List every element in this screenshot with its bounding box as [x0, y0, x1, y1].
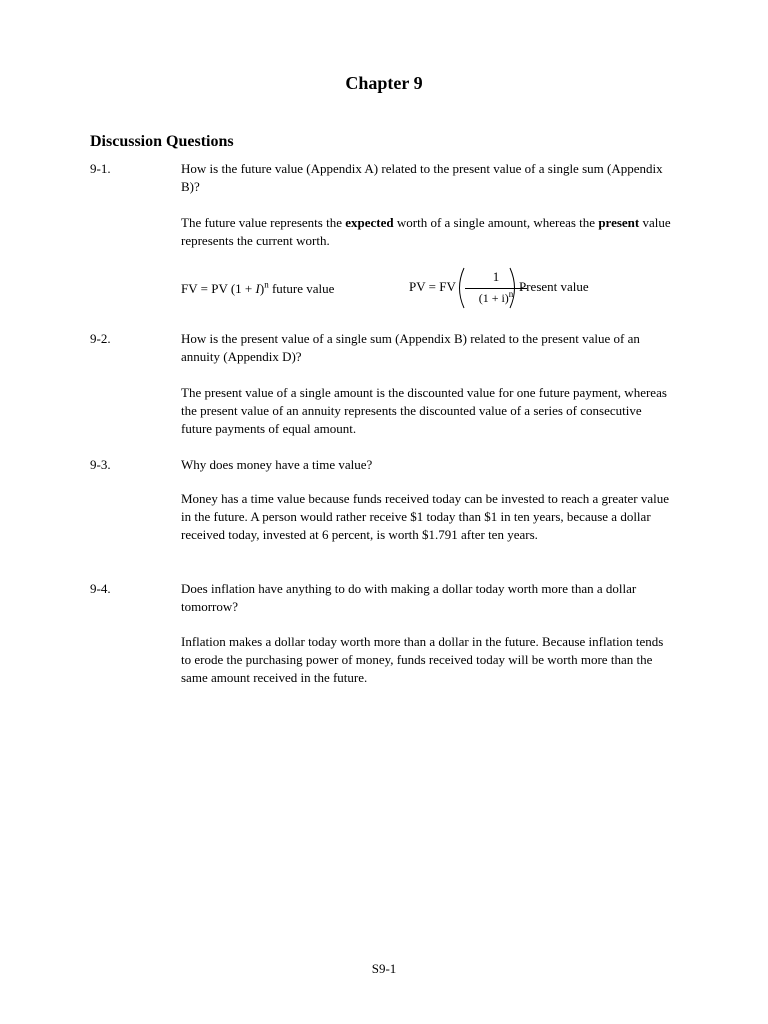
- page-title: Chapter 9: [345, 73, 423, 93]
- question-number: 9-4.: [90, 581, 111, 596]
- answer-segment: worth of a single amount, whereas the: [393, 215, 599, 230]
- answer-emphasis: present: [598, 215, 640, 230]
- fv-formula-suffix: future value: [268, 281, 335, 296]
- answer-text: [181, 214, 671, 250]
- question-text: How is the future value (Appendix A) related to the present value of a single sum (Appendix B)?: [181, 161, 663, 194]
- pv-formula-left: PV = FV: [409, 279, 456, 294]
- pv-numerator: 1: [492, 269, 500, 284]
- answer-emphasis: expected: [345, 215, 394, 230]
- question-text: Does inflation have anything to do with making a dollar today worth more than a dollar tomorrow?: [181, 581, 637, 614]
- fv-formula-prefix: FV = PV (1 +: [181, 281, 256, 296]
- fv-formula: [181, 280, 334, 298]
- question-number: 9-1.: [90, 161, 111, 176]
- question-number: 9-3.: [90, 457, 111, 472]
- fv-formula-exponent: n: [264, 279, 269, 290]
- question-text: Why does money have a time value?: [181, 457, 373, 472]
- pv-formula: [409, 266, 649, 310]
- question-text: How is the present value of a single sum (Appendix B) related to the present value of an annuity (Appendix D)?: [181, 331, 640, 364]
- fv-formula-close: ): [259, 281, 265, 296]
- section-heading: Discussion Questions: [90, 133, 234, 150]
- pv-formula-suffix: Present value: [519, 279, 589, 294]
- question-number: 9-2.: [90, 331, 111, 346]
- answer-segment: The future value represents the: [181, 215, 346, 230]
- page-number: S9-1: [371, 961, 397, 976]
- answer-segment: value represents the current worth.: [181, 215, 671, 248]
- answer-text: The present value of a single amount is the discounted value for one future payment, whereas the present value of an annuity represents the discounted value of a series of consecutive future payments of equal amount.: [181, 385, 667, 436]
- fv-formula-variable: I: [255, 281, 260, 296]
- pv-denominator-exponent: n: [508, 289, 514, 299]
- answer-text: Money has a time value because funds received today can be invested to reach a greater value in the future. A person would rather receive $1 today than $1 in ten years, because a dollar received today, invested at 6 percent, is worth $1.791 after ten years.: [181, 491, 670, 542]
- pv-denominator-text: (1 + i): [478, 291, 509, 305]
- answer-text: Inflation makes a dollar today worth more than a dollar in the future. Because inflation tends to erode the purchasing power of money, funds received today will be worth more than the same amount received in the future.: [181, 634, 664, 685]
